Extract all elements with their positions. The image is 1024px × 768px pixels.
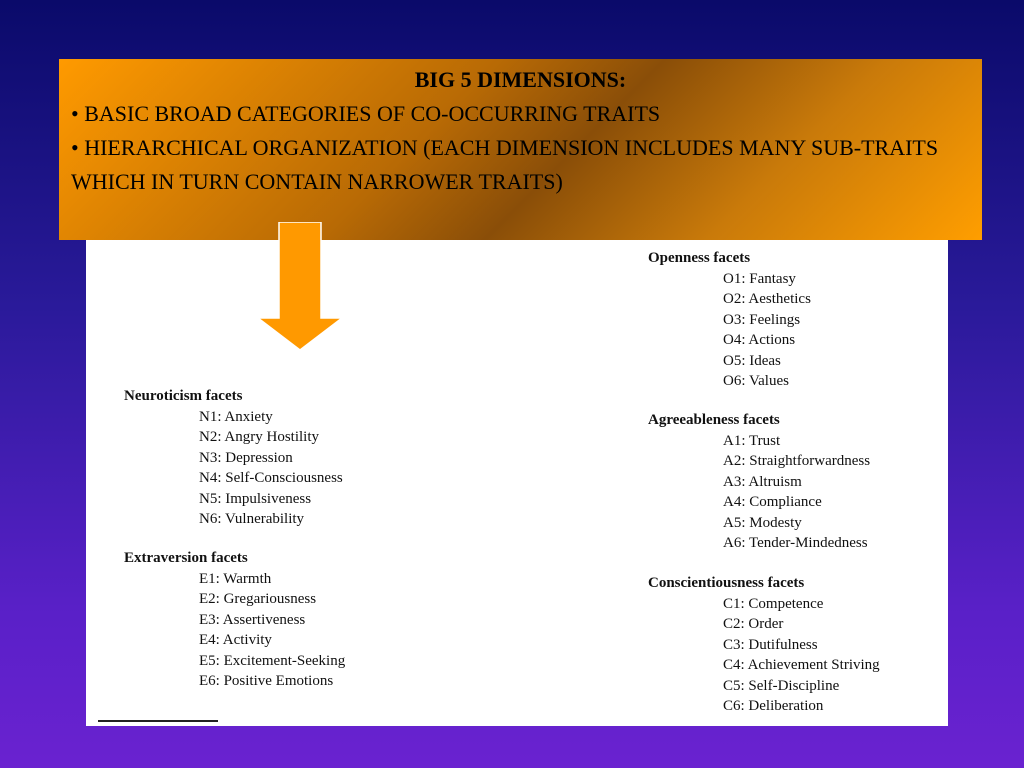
agreeableness-facets — [648, 410, 870, 554]
facet-item: O4: Actions — [723, 332, 796, 348]
facet-item: E3: Assertiveness — [199, 611, 306, 628]
facet-item: O1: Fantasy — [723, 270, 796, 287]
neuroticism-heading: Neuroticism facets — [124, 388, 243, 404]
facet-item: A2: Straightforwardness — [723, 453, 871, 469]
down-arrow-icon — [258, 222, 342, 350]
conscientiousness-heading: Conscientiousness facets — [648, 575, 805, 591]
facet-item: C1: Competence — [723, 595, 824, 612]
facet-item: C4: Achievement Striving — [723, 657, 880, 673]
header-bullet-2: • HIERARCHICAL ORGANIZATION (EACH DIMENSION INCLUDES MANY SUB-TRAITS WHICH IN TURN CONTAIN NARROWER TRAITS) — [71, 135, 939, 194]
facet-item: O6: Values — [723, 373, 789, 389]
facet-item: O5: Ideas — [723, 352, 781, 369]
facet-item: N6: Vulnerability — [199, 511, 305, 527]
agreeableness-heading: Agreeableness facets — [648, 412, 780, 428]
facet-item: N5: Impulsiveness — [199, 490, 312, 507]
facet-item: A3: Altruism — [723, 473, 802, 490]
facet-item: E2: Gregariousness — [199, 591, 317, 607]
facet-item: E4: Activity — [199, 632, 272, 648]
openness-facets — [648, 248, 811, 392]
neuroticism-facets — [124, 386, 343, 530]
facet-item: C3: Dutifulness — [723, 636, 818, 653]
facet-item: E5: Excitement-Seeking — [199, 652, 346, 669]
extraversion-heading: Extraversion facets — [124, 550, 248, 566]
header-title: BIG 5 DIMENSIONS: — [414, 67, 627, 92]
openness-heading: Openness facets — [648, 250, 751, 266]
facet-item: A4: Compliance — [723, 494, 822, 510]
facet-item: O3: Feelings — [723, 311, 801, 328]
facet-item: A6: Tender-Mindedness — [723, 535, 868, 551]
facet-item: C2: Order — [723, 616, 784, 632]
facet-item: N1: Anxiety — [199, 408, 273, 425]
facet-item: N2: Angry Hostility — [199, 429, 320, 445]
header-box — [59, 59, 982, 240]
facet-item: E1: Warmth — [199, 570, 272, 587]
scan-rule-line — [98, 720, 218, 722]
facet-item: A1: Trust — [723, 432, 781, 449]
facet-item: O2: Aesthetics — [723, 291, 811, 307]
facet-item: A5: Modesty — [723, 514, 802, 531]
facet-item: N4: Self-Consciousness — [199, 470, 343, 486]
facet-item: C6: Deliberation — [723, 698, 824, 714]
conscientiousness-facets — [648, 573, 880, 717]
facet-item: E6: Positive Emotions — [199, 673, 334, 689]
header-bullet-1: • BASIC BROAD CATEGORIES OF CO-OCCURRING TRAITS — [71, 101, 661, 126]
facet-item: N3: Depression — [199, 449, 293, 466]
extraversion-facets — [124, 548, 345, 692]
facet-item: C5: Self-Discipline — [723, 677, 840, 694]
